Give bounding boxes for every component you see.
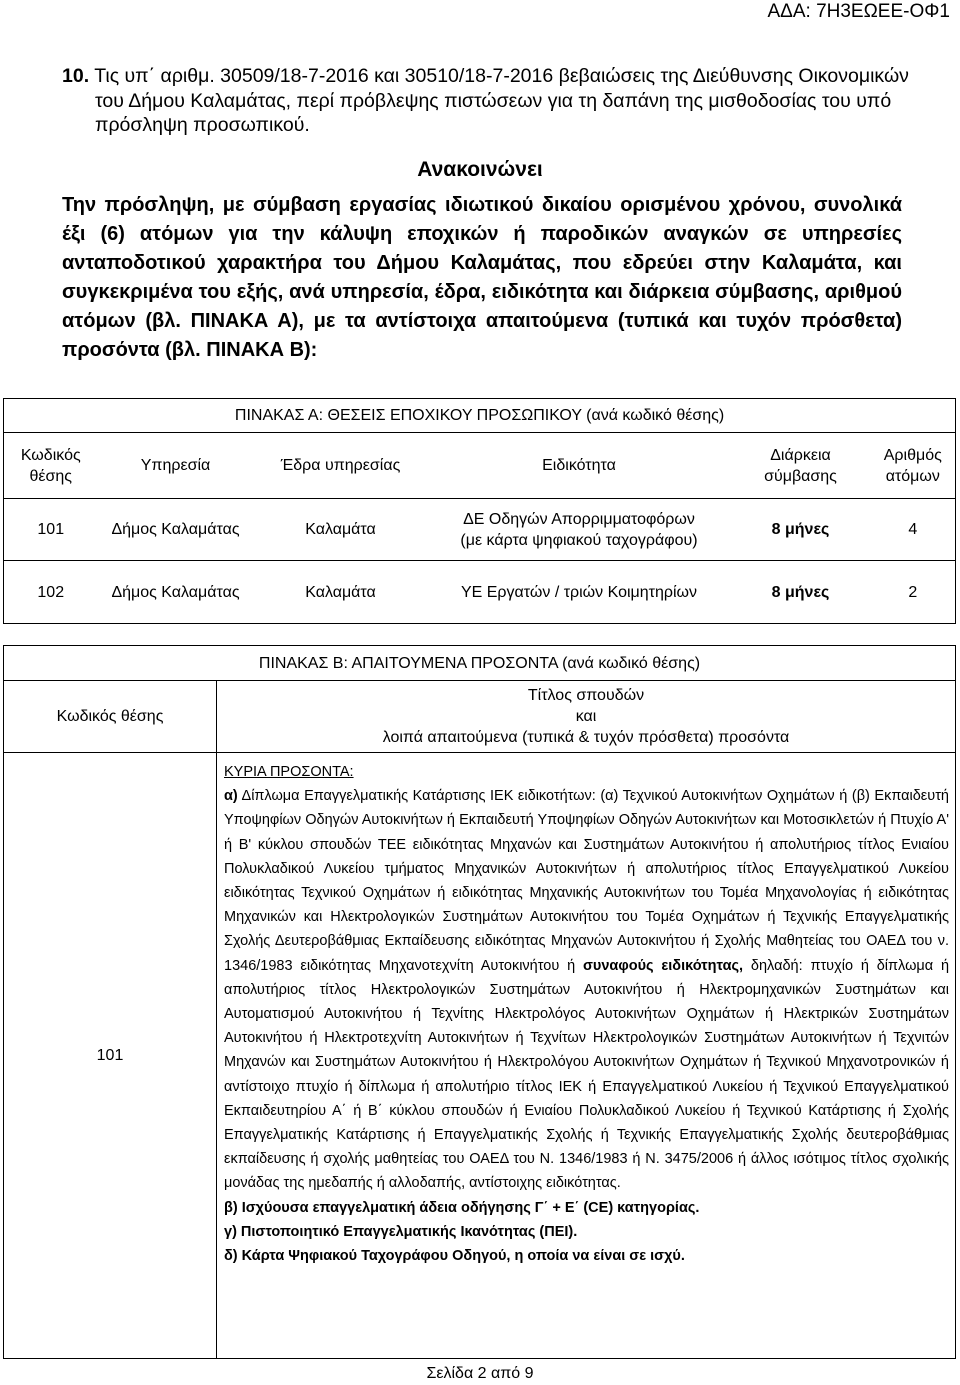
qualification-d (224, 1244, 949, 1268)
table-b-header-row (4, 681, 956, 753)
header-specialty: Ειδικότητα (428, 433, 731, 499)
header-requirements: Τίτλος σπουδών και λοιπά απαιτούμενα (τυπικά & τυχόν πρόσθετα) προσόντα (217, 681, 956, 753)
header-code: Κωδικός θέσης (4, 681, 217, 753)
row-service: Δήμος Καλαμάτας (98, 561, 254, 624)
ada-code: ΑΔΑ: 7Η3ΕΩΕΕ-ΟΦ1 (767, 1, 950, 22)
qualification-b-text: β) Ισχύουσα επαγγελματική άδεια οδήγησης Γ΄ + Ε΄ (CE) κατηγορίας. (224, 1199, 700, 1216)
row-code: 101 (4, 499, 98, 561)
qualification-a-label: α) (224, 788, 238, 805)
item-10 (62, 64, 912, 138)
table-a-caption: ΠΙΝΑΚΑΣ Α: ΘΕΣΕΙΣ ΕΠΟΧΙΚΟΥ ΠΡΟΣΩΠΙΚΟΥ (ανά κωδικό θέσης) (234, 407, 725, 424)
row-duration: 8 μήνες (731, 561, 871, 624)
table-b-caption-row (4, 646, 956, 681)
table-b-caption: ΠΙΝΑΚΑΣ Β: ΑΠΑΙΤΟΥΜΕΝΑ ΠΡΟΣΟΝΤΑ (ανά κωδικό θέσης) (4, 646, 956, 681)
table-b (3, 645, 956, 1359)
table-row (4, 499, 956, 561)
row-service: Δήμος Καλαμάτας (98, 499, 254, 561)
qualifications-cell (217, 753, 956, 1359)
qualification-a-text: Δίπλωμα Επαγγελματικής Κατάρτισης ΙΕΚ ειδικοτήτων: (α) Τεχνικού Αυτοκινήτων Οχημάτων ή (β) Εκπαιδευτή Υποψηφίων Οδηγών Αυτοκινήτων ή Εκπαιδευτή Υποψηφίων Οδηγών Αυτοκινήτων και Μοτοσικλετών ή Πτυχίο Α' ή Β' κύκλου σπουδών ΤΕΕ ειδικότητας Μηχανών και Συστημάτων Αυτοκινήτου ή απολυτήριος τίτλος Ενιαίου Πολυκλαδικού Λυκείου τμήματος Μηχανικών Αυτοκινήτων ή απολυτήριος τίτλος Επαγγελματικού Λυκείου ειδικότητας Τεχνικού Οχημάτων ή ειδικότητας Μηχανικής Αυτοκινήτων του Τομέα Μηχανολογίας ή ειδικότητας Μηχανικών και Ηλεκτρολογικών Συστημάτων Αυτοκινήτου του Τομέα Οχημάτων ή Τεχνικής Επαγγελματικής Σχολής Δευτεροβάθμιας Εκπαίδευσης ειδικότητας Μηχανών Αυτοκινήτου ή Σχολής Μαθητείας του ΟΑΕΔ του ν. 1346/1983 ειδικότητας Μηχανοτεχνίτη Αυτοκινήτου ή (224, 788, 949, 974)
announce-title: Ανακοινώνει (417, 158, 543, 181)
header-code: Κωδικός θέσης (4, 433, 98, 499)
qualification-a-related: συναφούς ειδικότητας, (583, 957, 744, 974)
row-seat: Καλαμάτα (254, 561, 428, 624)
row-duration: 8 μήνες (731, 499, 871, 561)
table-row (4, 753, 956, 1359)
qualification-b (224, 1196, 949, 1220)
qualification-a (224, 784, 949, 1195)
qualification-a-text-continued: δηλαδή: πτυχίο ή δίπλωμα ή απολυτήριος τίτλος Ηλεκτρολογικών Συστημάτων Αυτοκινήτου ή Ηλεκτρομηχανικών Συστημάτων και Αυτοματισμού Αυτοκινήτου ή Τεχνίτης Ηλεκτρολόγος Αυτοκινήτων Οχημάτων ή Ηλεκτρικών Συστημάτων Αυτοκινήτου ή Ηλεκτροτεχνίτη Αυτοκινήτων ή Τεχνίτων Ηλεκτρολογικών Συστημάτων Αυτοκινήτων ή Τεχνιτών Μηχανών και Συστημάτων Αυτοκινήτου ή Ηλεκτρολόγου Αυτοκινήτων Οχημάτων ή Τεχνικού Μηχανοτρονικών ή αντίστοιχο πτυχίο ή δίπλωμα ή απολυτήριο τίτλος ΙΕΚ ή Επαγγελματικού Λυκείου ή Τεχνικού Επαγγελματικού Εκπαιδευτηρίου Α΄ ή Β΄ κύκλου σπουδών ή Ενιαίου Πολυκλαδικού Λυκείου ή Τεχνικού Κατάρτισης ή Σχολής Επαγγελματικής Κατάρτισης ή Επαγγελματικής Σχολής ή Τεχνικής Επαγγελματικής Σχολής δευτεροβάθμιας εκπαίδευσης ή σχολής μαθητείας του ΟΑΕΔ του Ν. 1346/1983 ή Ν. 3475/2006 ή άλλος ισότιμος τίτλος σχολικής μονάδας της ημεδαπής ή αλλοδαπής, αντίστοιχης ειδικότητας. (224, 957, 950, 1192)
item-10-number: 10. (62, 65, 90, 87)
row-specialty: ΥΕ Εργατών / τριών Κοιμητηρίων (428, 561, 731, 624)
table-a (3, 398, 956, 624)
page-number: Σελίδα 2 από 9 (426, 1365, 534, 1382)
qualification-d-text: δ) Κάρτα Ψηφιακού Ταχογράφου Οδηγού, η οποία να είναι σε ισχύ. (224, 1248, 685, 1265)
table-a-header-row (4, 433, 956, 499)
row-specialty: ΔΕ Οδηγών Απορριμματοφόρων (με κάρτα ψηφιακού ταχογράφου) (428, 499, 731, 561)
table-a-caption-row (4, 399, 956, 433)
qualification-c-text: γ) Πιστοποιητικό Επαγγελματικής Ικανότητας (ΠΕΙ). (224, 1223, 578, 1240)
header-seat: Έδρα υπηρεσίας (254, 433, 428, 499)
row-count: 4 (871, 499, 956, 561)
main-qualifications-heading: ΚΥΡΙΑ ΠΡΟΣΟΝΤΑ: (224, 764, 354, 780)
header-count: Αριθμός ατόμων (871, 433, 956, 499)
row-seat: Καλαμάτα (254, 499, 428, 561)
row-count: 2 (871, 561, 956, 624)
header-duration: Διάρκεια σύμβασης (731, 433, 871, 499)
announce-paragraph: Την πρόσληψη, με σύμβαση εργασίας ιδιωτικού δικαίου ορισμένου χρόνου, συνολικά έξι (6) ατόμων για την κάλυψη εποχικών ή παροδικών αναγκών σε υπηρεσίες ανταποδοτικού χαρακτήρα του Δήμου Καλαμάτας, που εδρεύει στην Καλαμάτα, και συγκεκριμένα του εξής, ανά υπηρεσία, έδρα, ειδικότητα και διάρκεια σύμβασης, αριθμού ατόμων (βλ. ΠΙΝΑΚΑ Α), με τα αντίστοιχα απαιτούμενα (τυπικά και τυχόν πρόσθετα) προσόντα (βλ. ΠΙΝΑΚΑ Β): (62, 194, 902, 361)
row-code: 102 (4, 561, 98, 624)
item-10-text: Τις υπ΄ αριθμ. 30509/18-7-2016 και 30510/18-7-2016 βεβαιώσεις της Διεύθυνσης Οικονομικών του Δήμου Καλαμάτας, περί πρόβλεψης πιστώσεων για τη δαπάνη της μισθοδοσίας του υπό πρόσληψη προσωπικού. (94, 65, 909, 136)
qualification-c (224, 1220, 949, 1244)
row-code: 101 (4, 753, 217, 1359)
header-service: Υπηρεσία (98, 433, 254, 499)
table-row (4, 561, 956, 624)
